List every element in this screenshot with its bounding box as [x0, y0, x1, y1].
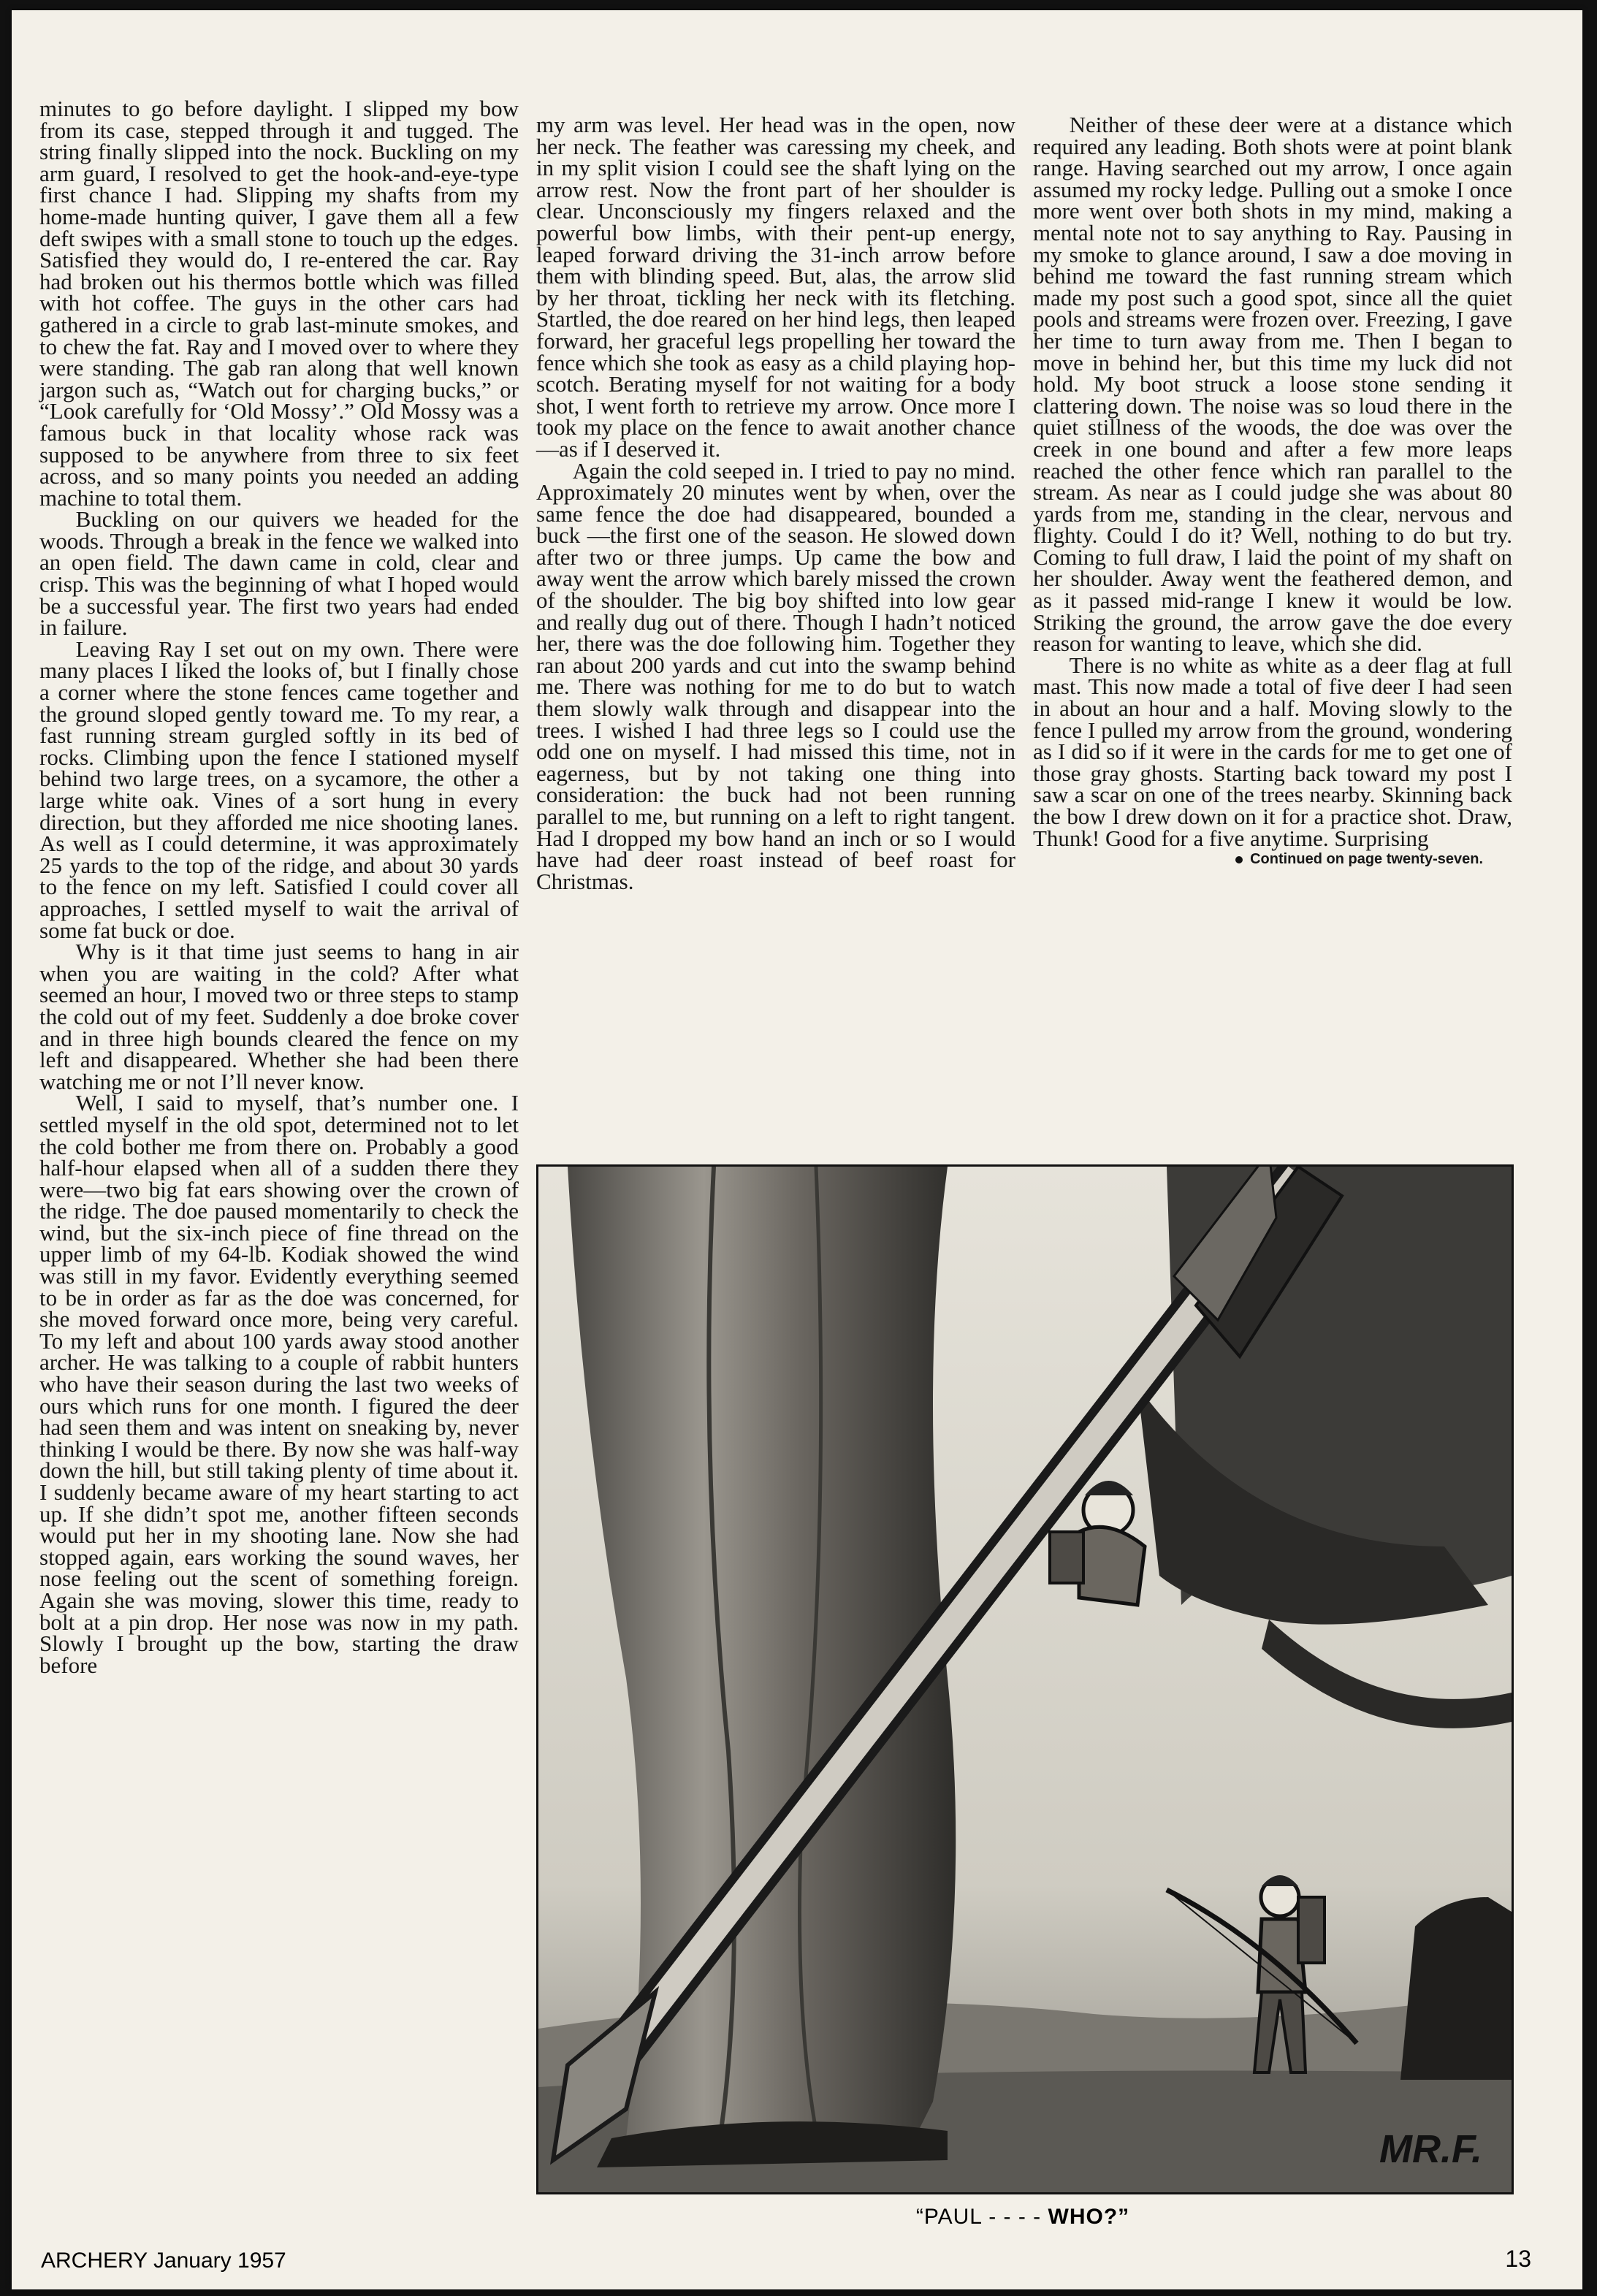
- text-column-1: [39, 98, 519, 1676]
- continued-note: [1033, 849, 1512, 871]
- cartoon-drawing: [538, 1167, 1512, 2192]
- caption-part-2: WHO?”: [1048, 2205, 1130, 2229]
- cartoon-caption: [536, 2205, 1509, 2230]
- paragraph: Neither of these deer were at a distance which required any leading. Both shots were at point blank range. Having searched out my arrow, I once again assumed my rocky ledge. Pulling out a smoke I once more went over both shots in my mind, making a mental note not to say anything to Ray. Pausing in my smoke to glance around, I saw a doe moving in behind me toward the fast running stream which made my post such a good spot, since all the quiet pools and streams were frozen over. Freezing, I gave her time to turn away from me. Then I began to move in behind her, but this time my luck did not hold. My boot struck a loose stone sending it clattering down. The noise was so loud there in the quiet stillness of the woods, the doe was over the creek in one bound and after a few more leaps reached the other fence which ran parallel to the stream. As near as I could judge she was about 80 yards from me, standing in the clear, nervous and flighty. Could I do it? Well, nothing to do but try. Coming to full draw, I laid the point of my shaft on her shoulder. Away went the feathered demon, and as it passed mid-range I knew it would be low. Striking the ground, the arrow gave the doe every reason for wanting to leave, which she did.: [1033, 112, 1512, 657]
- magazine-footer: ARCHERY January 1957: [41, 2249, 286, 2273]
- continued-text: Continued on page twenty-seven.: [1250, 851, 1483, 868]
- caption-part-1: “PAUL - - - -: [915, 2205, 1042, 2229]
- text-column-3: [1033, 114, 1512, 871]
- paragraph: Leaving Ray I set out on my own. There were many places I liked the looks of, but I finally chose a corner where the stone fences came together and the ground sloped gently toward me. To my rear, a fast running stream gurgled softly in its bed of rocks. Climbing upon the fence I stationed myself behind two large trees, on a sycamore, the other a large white oak. Vines of a sort hung in every direction, but they afforded me nice shooting lanes. As well as I could determine, it was approximately 25 yards to the top of the ridge, and about 30 yards to the fence on my left. Satisfied I could cover all approaches, I settled myself to wait the arrival of some fat buck or doe.: [39, 636, 519, 943]
- paragraph: Again the cold seeped in. I tried to pay no mind. Approximately 20 minutes went by when, over the same fence the doe had disappeared, bounded a buck —the first one of the season. He slowed down after two or three jumps. Up came the bow and away went the arrow which barely missed the crown of the shoulder. The big boy shifted into low gear and really dug out of there. Though I hadn’t noticed her, there was the doe following him. Together they ran about 200 yards and cut into the swamp behind me. There was nothing for me to do but to watch them slowly walk through and disappear into the trees. I wished I had three legs so I could use the odd one on myself. I had missed this time, not in eagerness, but by not taking one thing into consideration: the buck had not been running parallel to me, but running on a left to right tangent. Had I dropped my bow hand an inch or so I would have had deer roast instead of beef roast for Christmas.: [536, 457, 1015, 894]
- paragraph: There is no white as white as a deer flag at full mast. This now made a total of five deer I had seen in about an hour and a half. Moving slowly to the fence I pulled my arrow from the ground, wondering as I did so if it were in the cards for me to get one of those gray ghosts. Starting back toward my post I saw a scar on one of the trees nearby. Skinning back the bow I drew down on it for a practice shot. Draw, Thunk! Good for a five anytime. Surprising: [1033, 652, 1512, 851]
- paragraph: minutes to go before daylight. I slipped my bow from its case, stepped through it and tugged. The string finally slipped into the nock. Buckling on my arm guard, I resolved to get the hook-and-eye-type first chance I had. Slipping my shafts from my home-made hunting quiver, I gave them all a few deft swipes with a small stone to touch up the edges. Satisfied they would do, I re-entered the car. Ray had broken out his thermos bottle which was filled with hot coffee. The guys in the other cars had gathered in a circle to grab last-minute smokes, and to chew the fat. Ray and I moved over to where they were standing. The gab ran along that well known jargon such as, “Watch out for charging bucks,” or “Look carefully for ‘Old Mossy’.” Old Mossy was a famous buck in that locality whose rack was supposed to be anywhere from three to six feet across, and so many points you needed an adding machine to total them.: [39, 96, 519, 511]
- magazine-page: [12, 10, 1582, 2289]
- bush: [1400, 1897, 1512, 2080]
- artist-signature: MR.F.: [1379, 2127, 1482, 2171]
- bullet-icon: [1235, 856, 1243, 863]
- page-number: 13: [1505, 2246, 1531, 2272]
- paragraph: my arm was level. Her head was in the open, now her neck. The feather was caressing my cheek, and in my split vision I could see the shaft lying on the arrow rest. Now the front part of her shoulder is clear. Unconsciously my fingers relaxed and the powerful bow limbs, with their pent-up energy, leaped forward driving the 31-inch arrow before them with blinding speed. But, alas, the arrow slid by her throat, tickling her neck with its fletching. Startled, the doe reared on her hind legs, then leaped forward, her graceful legs propelling her toward the fence which she took as easy as a child playing hop-scotch. Berating myself for not waiting for a body shot, I went forth to retrieve my arrow. Once more I took my place on the fence to await another chance—as if I deserved it.: [536, 112, 1015, 462]
- cartoon-illustration: [536, 1164, 1514, 2194]
- text-column-2: [536, 114, 1015, 892]
- paragraph: Well, I said to myself, that’s number one. I settled myself in the old spot, determined not to let the cold bother me from there on. Probably a good half-hour elapsed when all of a sudden there they were—two big fat ears showing over the crown of the ridge. The doe paused momentarily to check the wind, but the six-inch piece of fine thread on the upper limb of my 64-lb. Kodiak showed the wind was still in my favor. Evidently everything seemed to be in order as far as the doe was concerned, for she moved forward once more, being very careful. To my left and about 100 yards away stood another archer. He was talking to a couple of rabbit hunters who have their season during the last two weeks of ours which runs for one month. I figured the deer had seen them and was intent on sneaking by, never thinking I would be there. By now she was half-way down the hill, but still taking plenty of time about it. I suddenly became aware of my heart starting to act up. If she didn’t spot me, another fifteen seconds would put her in my shooting lane. Now she had stopped again, ears working the sound waves, her nose feeling out the scent of something foreign. Again she was moving, slower this time, ready to bolt at a pin drop. Her nose was now in my path. Slowly I brought up the bow, starting the draw before: [39, 1090, 519, 1678]
- paragraph: Buckling on our quivers we headed for the woods. Through a break in the fence we walked into an open field. The dawn came in cold, clear and crisp. This was the beginning of what I hoped would be a successful year. The first two years had ended in failure.: [39, 506, 519, 641]
- paragraph: Why is it that time just seems to hang in air when you are waiting in the cold? After what seemed an hour, I moved two or three steps to stamp the cold out of my feet. Suddenly a doe broke cover and in three high bounds cleared the fence on my left and disappeared. Whether she had been there watching me or not I’ll never know.: [39, 939, 519, 1094]
